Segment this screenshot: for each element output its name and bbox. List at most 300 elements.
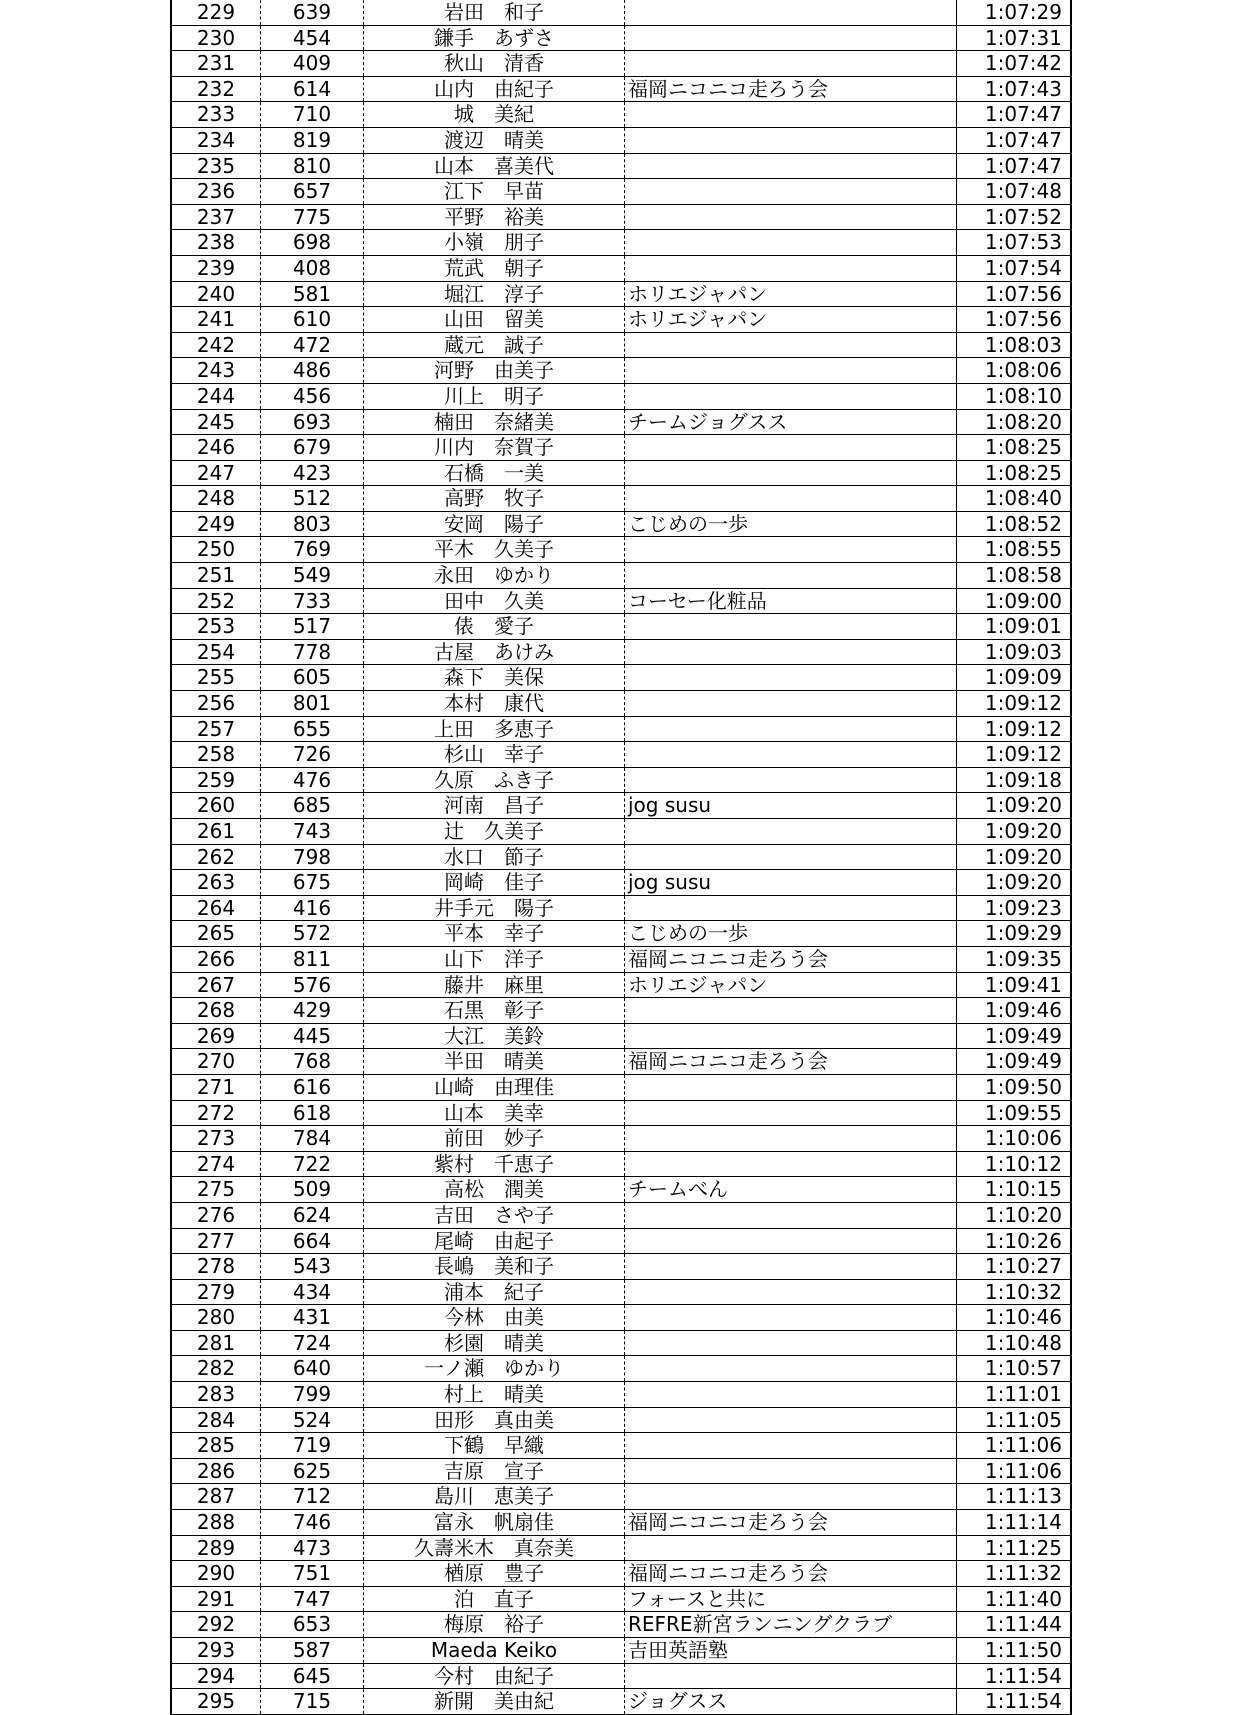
finish-time-cell: 1:11:54 — [957, 1663, 1071, 1689]
place-cell: 238 — [172, 230, 261, 256]
finish-time-cell: 1:08:25 — [957, 460, 1071, 486]
runner-name-cell: 今林 由美 — [364, 1305, 625, 1331]
bib-number-cell: 657 — [261, 179, 364, 205]
place-cell: 231 — [172, 51, 261, 77]
table-row — [172, 204, 1070, 230]
runner-name-cell: 紫村 千恵子 — [364, 1151, 625, 1177]
place-cell: 262 — [172, 844, 261, 870]
team-name-cell: こじめの一歩 — [625, 511, 957, 537]
runner-name-cell: 高松 潤美 — [364, 1177, 625, 1203]
table-row — [172, 665, 1070, 691]
runner-name-cell: 山本 美幸 — [364, 1100, 625, 1126]
bib-number-cell: 743 — [261, 819, 364, 845]
runner-name-cell: 平木 久美子 — [364, 537, 625, 563]
runner-name-cell: 森下 美保 — [364, 665, 625, 691]
table-row — [172, 563, 1070, 589]
team-name-cell — [625, 1279, 957, 1305]
place-cell: 252 — [172, 588, 261, 614]
finish-time-cell: 1:10:48 — [957, 1330, 1071, 1356]
team-name-cell — [625, 639, 957, 665]
place-cell: 254 — [172, 639, 261, 665]
runner-name-cell: 梅原 裕子 — [364, 1612, 625, 1638]
place-cell: 289 — [172, 1535, 261, 1561]
finish-time-cell: 1:07:54 — [957, 255, 1071, 281]
runner-name-cell: 城 美紀 — [364, 102, 625, 128]
place-cell: 251 — [172, 563, 261, 589]
finish-time-cell: 1:11:40 — [957, 1586, 1071, 1612]
runner-name-cell: 久原 ふき子 — [364, 767, 625, 793]
table-row — [172, 588, 1070, 614]
team-name-cell — [625, 998, 957, 1024]
table-row — [172, 332, 1070, 358]
team-name-cell — [625, 486, 957, 512]
bib-number-cell: 524 — [261, 1407, 364, 1433]
bib-number-cell: 751 — [261, 1561, 364, 1587]
bib-number-cell: 712 — [261, 1484, 364, 1510]
place-cell: 235 — [172, 153, 261, 179]
finish-time-cell: 1:08:55 — [957, 537, 1071, 563]
finish-time-cell: 1:11:50 — [957, 1638, 1071, 1664]
finish-time-cell: 1:11:14 — [957, 1510, 1071, 1536]
finish-time-cell: 1:09:03 — [957, 639, 1071, 665]
team-name-cell: 福岡ニコニコ走ろう会 — [625, 1561, 957, 1587]
table-row — [172, 1689, 1070, 1715]
team-name-cell: フォースと共に — [625, 1586, 957, 1612]
team-name-cell — [625, 767, 957, 793]
team-name-cell — [625, 1484, 957, 1510]
place-cell: 272 — [172, 1100, 261, 1126]
finish-time-cell: 1:07:47 — [957, 102, 1071, 128]
team-name-cell: チームべん — [625, 1177, 957, 1203]
place-cell: 230 — [172, 25, 261, 51]
runner-name-cell: 浦本 紀子 — [364, 1279, 625, 1305]
bib-number-cell: 801 — [261, 691, 364, 717]
table-row — [172, 281, 1070, 307]
finish-time-cell: 1:09:20 — [957, 844, 1071, 870]
bib-number-cell: 454 — [261, 25, 364, 51]
runner-name-cell: 上田 多恵子 — [364, 716, 625, 742]
place-cell: 278 — [172, 1254, 261, 1280]
table-row — [172, 1202, 1070, 1228]
finish-time-cell: 1:09:41 — [957, 972, 1071, 998]
bib-number-cell: 543 — [261, 1254, 364, 1280]
table-row — [172, 1151, 1070, 1177]
table-row — [172, 255, 1070, 281]
table-row — [172, 460, 1070, 486]
runner-name-cell: 平野 裕美 — [364, 204, 625, 230]
bib-number-cell: 456 — [261, 383, 364, 409]
table-row — [172, 1049, 1070, 1075]
place-cell: 295 — [172, 1689, 261, 1715]
bib-number-cell: 605 — [261, 665, 364, 691]
runner-name-cell: 河野 由美子 — [364, 358, 625, 384]
team-name-cell — [625, 1151, 957, 1177]
table-row — [172, 614, 1070, 640]
place-cell: 291 — [172, 1586, 261, 1612]
runner-name-cell: 藤井 麻里 — [364, 972, 625, 998]
team-name-cell — [625, 153, 957, 179]
bib-number-cell: 719 — [261, 1433, 364, 1459]
bib-number-cell: 434 — [261, 1279, 364, 1305]
finish-time-cell: 1:10:27 — [957, 1254, 1071, 1280]
team-name-cell: 福岡ニコニコ走ろう会 — [625, 1049, 957, 1075]
runner-name-cell: 本村 康代 — [364, 691, 625, 717]
runner-name-cell: 下鶴 早織 — [364, 1433, 625, 1459]
team-name-cell — [625, 1663, 957, 1689]
team-name-cell: REFRE新宮ランニングクラブ — [625, 1612, 957, 1638]
runner-name-cell: 山下 洋子 — [364, 946, 625, 972]
team-name-cell — [625, 1100, 957, 1126]
bib-number-cell: 655 — [261, 716, 364, 742]
bib-number-cell: 572 — [261, 921, 364, 947]
place-cell: 260 — [172, 793, 261, 819]
table-row — [172, 1356, 1070, 1382]
bib-number-cell: 476 — [261, 767, 364, 793]
finish-time-cell: 1:09:35 — [957, 946, 1071, 972]
runner-name-cell: 前田 妙子 — [364, 1126, 625, 1152]
bib-number-cell: 445 — [261, 1023, 364, 1049]
team-name-cell: 福岡ニコニコ走ろう会 — [625, 946, 957, 972]
table-row — [172, 537, 1070, 563]
place-cell: 290 — [172, 1561, 261, 1587]
finish-time-cell: 1:09:00 — [957, 588, 1071, 614]
runner-name-cell: 山内 由紀子 — [364, 76, 625, 102]
finish-time-cell: 1:08:40 — [957, 486, 1071, 512]
table-row — [172, 1407, 1070, 1433]
place-cell: 294 — [172, 1663, 261, 1689]
runner-name-cell: 川上 明子 — [364, 383, 625, 409]
finish-time-cell: 1:11:06 — [957, 1433, 1071, 1459]
table-row — [172, 76, 1070, 102]
table-row — [172, 486, 1070, 512]
runner-name-cell: 秋山 清香 — [364, 51, 625, 77]
table-row — [172, 435, 1070, 461]
table-row — [172, 1484, 1070, 1510]
runner-name-cell: 山崎 由理佳 — [364, 1074, 625, 1100]
runner-name-cell: 井手元 陽子 — [364, 895, 625, 921]
place-cell: 271 — [172, 1074, 261, 1100]
finish-time-cell: 1:07:52 — [957, 204, 1071, 230]
team-name-cell — [625, 358, 957, 384]
bib-number-cell: 416 — [261, 895, 364, 921]
finish-time-cell: 1:10:06 — [957, 1126, 1071, 1152]
bib-number-cell: 679 — [261, 435, 364, 461]
place-cell: 253 — [172, 614, 261, 640]
team-name-cell — [625, 51, 957, 77]
runner-name-cell: 江下 早苗 — [364, 179, 625, 205]
runner-name-cell: 古屋 あけみ — [364, 639, 625, 665]
table-row — [172, 1023, 1070, 1049]
place-cell: 259 — [172, 767, 261, 793]
runner-name-cell: 杉園 晴美 — [364, 1330, 625, 1356]
team-name-cell — [625, 25, 957, 51]
team-name-cell — [625, 1305, 957, 1331]
finish-time-cell: 1:11:44 — [957, 1612, 1071, 1638]
team-name-cell — [625, 563, 957, 589]
bib-number-cell: 639 — [261, 0, 364, 25]
bib-number-cell: 675 — [261, 870, 364, 896]
bib-number-cell: 698 — [261, 230, 364, 256]
runner-name-cell: 小嶺 朋子 — [364, 230, 625, 256]
table-row — [172, 1586, 1070, 1612]
runner-name-cell: 新開 美由紀 — [364, 1689, 625, 1715]
table-row — [172, 1126, 1070, 1152]
bib-number-cell: 509 — [261, 1177, 364, 1203]
place-cell: 261 — [172, 819, 261, 845]
table-row — [172, 1510, 1070, 1536]
table-row — [172, 1663, 1070, 1689]
bib-number-cell: 624 — [261, 1202, 364, 1228]
runner-name-cell: 島川 恵美子 — [364, 1484, 625, 1510]
bib-number-cell: 803 — [261, 511, 364, 537]
finish-time-cell: 1:08:03 — [957, 332, 1071, 358]
team-name-cell — [625, 895, 957, 921]
team-name-cell — [625, 1023, 957, 1049]
place-cell: 249 — [172, 511, 261, 537]
table-row — [172, 383, 1070, 409]
team-name-cell: こじめの一歩 — [625, 921, 957, 947]
table-row — [172, 1177, 1070, 1203]
finish-time-cell: 1:10:32 — [957, 1279, 1071, 1305]
table-row — [172, 1254, 1070, 1280]
place-cell: 250 — [172, 537, 261, 563]
team-name-cell — [625, 460, 957, 486]
bib-number-cell: 429 — [261, 998, 364, 1024]
runner-name-cell: 鎌手 あずさ — [364, 25, 625, 51]
place-cell: 279 — [172, 1279, 261, 1305]
table-row — [172, 1638, 1070, 1664]
runner-name-cell: 富永 帆扇佳 — [364, 1510, 625, 1536]
finish-time-cell: 1:07:56 — [957, 307, 1071, 333]
bib-number-cell: 798 — [261, 844, 364, 870]
place-cell: 244 — [172, 383, 261, 409]
table-row — [172, 998, 1070, 1024]
team-name-cell: コーセー化粧品 — [625, 588, 957, 614]
finish-time-cell: 1:09:01 — [957, 614, 1071, 640]
runner-name-cell: 平本 幸子 — [364, 921, 625, 947]
table-row — [172, 511, 1070, 537]
finish-time-cell: 1:09:20 — [957, 870, 1071, 896]
team-name-cell — [625, 204, 957, 230]
runner-name-cell: 安岡 陽子 — [364, 511, 625, 537]
place-cell: 268 — [172, 998, 261, 1024]
place-cell: 237 — [172, 204, 261, 230]
table-row — [172, 1305, 1070, 1331]
table-row — [172, 153, 1070, 179]
place-cell: 288 — [172, 1510, 261, 1536]
place-cell: 233 — [172, 102, 261, 128]
team-name-cell: ホリエジャパン — [625, 972, 957, 998]
place-cell: 243 — [172, 358, 261, 384]
team-name-cell — [625, 1074, 957, 1100]
table-row — [172, 767, 1070, 793]
bib-number-cell: 581 — [261, 281, 364, 307]
place-cell: 255 — [172, 665, 261, 691]
runner-name-cell: 渡辺 晴美 — [364, 127, 625, 153]
bib-number-cell: 768 — [261, 1049, 364, 1075]
place-cell: 275 — [172, 1177, 261, 1203]
place-cell: 273 — [172, 1126, 261, 1152]
runner-name-cell: 楠田 奈緒美 — [364, 409, 625, 435]
finish-time-cell: 1:08:52 — [957, 511, 1071, 537]
finish-time-cell: 1:07:47 — [957, 153, 1071, 179]
runner-name-cell: 辻 久美子 — [364, 819, 625, 845]
place-cell: 234 — [172, 127, 261, 153]
table-row — [172, 895, 1070, 921]
team-name-cell — [625, 1228, 957, 1254]
bib-number-cell: 811 — [261, 946, 364, 972]
runner-name-cell: 田中 久美 — [364, 588, 625, 614]
team-name-cell — [625, 255, 957, 281]
bib-number-cell: 799 — [261, 1382, 364, 1408]
finish-time-cell: 1:11:05 — [957, 1407, 1071, 1433]
runner-name-cell: 大江 美鈴 — [364, 1023, 625, 1049]
runner-name-cell: 尾崎 由起子 — [364, 1228, 625, 1254]
team-name-cell — [625, 102, 957, 128]
finish-time-cell: 1:11:06 — [957, 1458, 1071, 1484]
bib-number-cell: 512 — [261, 486, 364, 512]
results-table-body — [172, 0, 1070, 1714]
team-name-cell: 福岡ニコニコ走ろう会 — [625, 1510, 957, 1536]
place-cell: 248 — [172, 486, 261, 512]
runner-name-cell: 田形 真由美 — [364, 1407, 625, 1433]
team-name-cell — [625, 1433, 957, 1459]
finish-time-cell: 1:07:53 — [957, 230, 1071, 256]
bib-number-cell: 784 — [261, 1126, 364, 1152]
finish-time-cell: 1:09:23 — [957, 895, 1071, 921]
place-cell: 247 — [172, 460, 261, 486]
bib-number-cell: 710 — [261, 102, 364, 128]
place-cell: 286 — [172, 1458, 261, 1484]
bib-number-cell: 747 — [261, 1586, 364, 1612]
team-name-cell: jog susu — [625, 793, 957, 819]
team-name-cell — [625, 716, 957, 742]
place-cell: 264 — [172, 895, 261, 921]
bib-number-cell: 472 — [261, 332, 364, 358]
finish-time-cell: 1:11:54 — [957, 1689, 1071, 1715]
runner-name-cell: 一ノ瀬 ゆかり — [364, 1356, 625, 1382]
table-row — [172, 127, 1070, 153]
bib-number-cell: 640 — [261, 1356, 364, 1382]
bib-number-cell: 724 — [261, 1330, 364, 1356]
table-row — [172, 1612, 1070, 1638]
table-row — [172, 307, 1070, 333]
finish-time-cell: 1:10:15 — [957, 1177, 1071, 1203]
finish-time-cell: 1:09:12 — [957, 691, 1071, 717]
place-cell: 263 — [172, 870, 261, 896]
bib-number-cell: 614 — [261, 76, 364, 102]
bib-number-cell: 693 — [261, 409, 364, 435]
runner-name-cell: 長嶋 美和子 — [364, 1254, 625, 1280]
runner-name-cell: 村上 晴美 — [364, 1382, 625, 1408]
table-row — [172, 1382, 1070, 1408]
bib-number-cell: 685 — [261, 793, 364, 819]
place-cell: 276 — [172, 1202, 261, 1228]
table-row — [172, 1535, 1070, 1561]
table-row — [172, 0, 1070, 25]
place-cell: 285 — [172, 1433, 261, 1459]
table-row — [172, 1458, 1070, 1484]
place-cell: 269 — [172, 1023, 261, 1049]
team-name-cell — [625, 1330, 957, 1356]
team-name-cell: ホリエジャパン — [625, 307, 957, 333]
finish-time-cell: 1:10:46 — [957, 1305, 1071, 1331]
table-row — [172, 870, 1070, 896]
table-row — [172, 921, 1070, 947]
team-name-cell — [625, 1382, 957, 1408]
finish-time-cell: 1:07:56 — [957, 281, 1071, 307]
team-name-cell: jog susu — [625, 870, 957, 896]
runner-name-cell: 水口 節子 — [364, 844, 625, 870]
place-cell: 270 — [172, 1049, 261, 1075]
finish-time-cell: 1:07:48 — [957, 179, 1071, 205]
team-name-cell — [625, 332, 957, 358]
finish-time-cell: 1:11:25 — [957, 1535, 1071, 1561]
team-name-cell: 吉田英語塾 — [625, 1638, 957, 1664]
finish-time-cell: 1:07:42 — [957, 51, 1071, 77]
finish-time-cell: 1:10:12 — [957, 1151, 1071, 1177]
place-cell: 246 — [172, 435, 261, 461]
team-name-cell — [625, 127, 957, 153]
team-name-cell — [625, 691, 957, 717]
place-cell: 258 — [172, 742, 261, 768]
team-name-cell: 福岡ニコニコ走ろう会 — [625, 76, 957, 102]
finish-time-cell: 1:10:26 — [957, 1228, 1071, 1254]
team-name-cell — [625, 230, 957, 256]
place-cell: 257 — [172, 716, 261, 742]
team-name-cell — [625, 614, 957, 640]
finish-time-cell: 1:07:47 — [957, 127, 1071, 153]
bib-number-cell: 576 — [261, 972, 364, 998]
place-cell: 280 — [172, 1305, 261, 1331]
bib-number-cell: 409 — [261, 51, 364, 77]
team-name-cell — [625, 435, 957, 461]
place-cell: 281 — [172, 1330, 261, 1356]
finish-time-cell: 1:09:46 — [957, 998, 1071, 1024]
team-name-cell — [625, 1458, 957, 1484]
place-cell: 287 — [172, 1484, 261, 1510]
finish-time-cell: 1:09:55 — [957, 1100, 1071, 1126]
team-name-cell — [625, 1535, 957, 1561]
team-name-cell — [625, 179, 957, 205]
team-name-cell — [625, 844, 957, 870]
team-name-cell — [625, 819, 957, 845]
team-name-cell: ホリエジャパン — [625, 281, 957, 307]
bib-number-cell: 778 — [261, 639, 364, 665]
place-cell: 292 — [172, 1612, 261, 1638]
runner-name-cell: 吉原 宣子 — [364, 1458, 625, 1484]
runner-name-cell: 吉田 さや子 — [364, 1202, 625, 1228]
place-cell: 229 — [172, 0, 261, 25]
bib-number-cell: 746 — [261, 1510, 364, 1536]
runner-name-cell: 山田 留美 — [364, 307, 625, 333]
place-cell: 267 — [172, 972, 261, 998]
finish-time-cell: 1:09:09 — [957, 665, 1071, 691]
bib-number-cell: 610 — [261, 307, 364, 333]
table-row — [172, 716, 1070, 742]
bib-number-cell: 616 — [261, 1074, 364, 1100]
table-row — [172, 1074, 1070, 1100]
table-row — [172, 1561, 1070, 1587]
results-table — [172, 0, 1070, 1715]
table-row — [172, 946, 1070, 972]
finish-time-cell: 1:11:01 — [957, 1382, 1071, 1408]
table-row — [172, 972, 1070, 998]
team-name-cell — [625, 1356, 957, 1382]
table-row — [172, 25, 1070, 51]
place-cell: 265 — [172, 921, 261, 947]
place-cell: 282 — [172, 1356, 261, 1382]
